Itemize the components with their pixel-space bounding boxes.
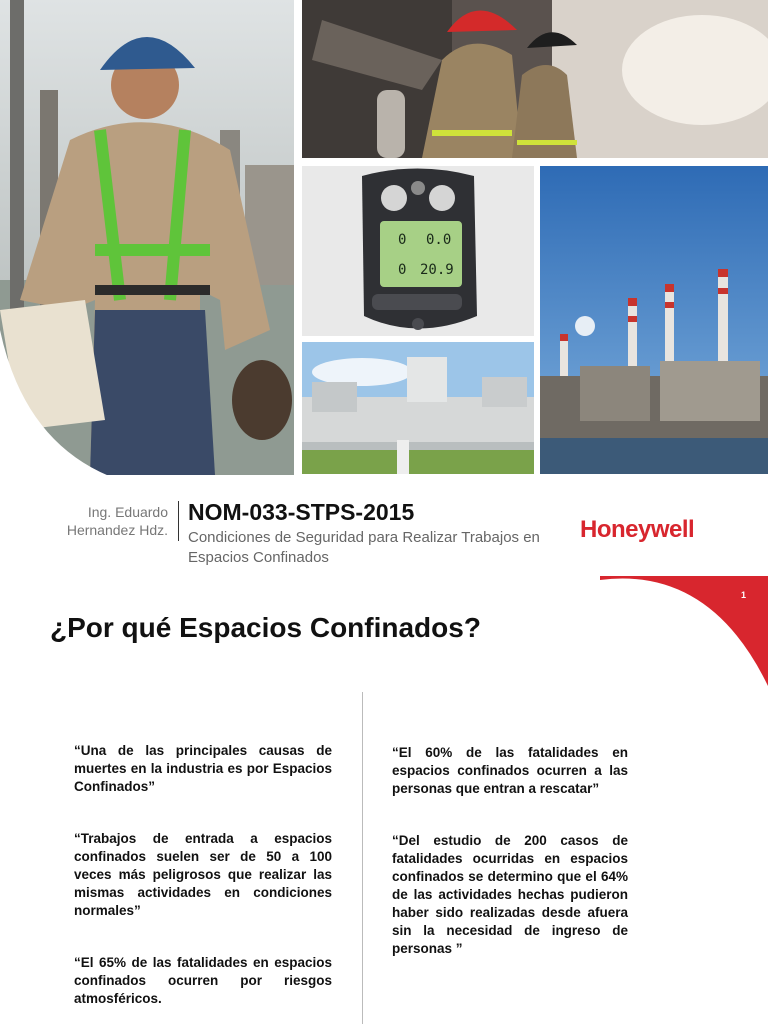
author-line-1: Ing. Eduardo — [87, 504, 168, 520]
subtitle — [188, 528, 588, 568]
photo-gas-detector — [302, 166, 534, 336]
quote-5: “Del estudio de 200 casos de fatalidades ocurridas en espacios confinados se determino que el 64% de las actividades hechas pudieron haber sido realizadas desde afuera sin la necesidad de ingreso de personas ” — [392, 833, 628, 956]
quote-3: “El 65% de las fatalidades en espacios confinados ocurren por riesgos atmosféricos. — [74, 955, 332, 1006]
photo-firefighters — [302, 0, 768, 158]
standard-code: NOM-033-STPS-2015 — [188, 499, 415, 525]
subtitle-line-2: Espacios Confinados — [188, 549, 329, 566]
detector-reading-h2s: 0.0 — [426, 232, 452, 248]
author-line-2: Hernandez Hdz. — [66, 522, 168, 538]
photo-power-plant — [540, 166, 768, 474]
title-block — [188, 498, 588, 568]
column-divider — [362, 692, 363, 1024]
photo-water-treatment — [302, 342, 534, 474]
page-number: 1 — [741, 590, 747, 600]
slide-heading: ¿Por qué Espacios Confinados? — [50, 612, 481, 643]
quote-4: “El 60% de las fatalidades en espacios confinados ocurren a las personas que entran a rescatar” — [392, 745, 628, 796]
left-column — [74, 742, 332, 1008]
detector-reading-o2: 20.9 — [420, 262, 454, 278]
honeywell-logo: Honeywell — [580, 516, 695, 543]
subtitle-line-1: Condiciones de Seguridad para Realizar Trabajos en — [188, 529, 540, 546]
detector-reading-co: 0 — [398, 232, 407, 248]
quote-1: “Una de las principales causas de muertes en la industria es por Espacios Confinados” — [74, 743, 332, 794]
decorative-curve — [0, 330, 160, 490]
quote-2: “Trabajos de entrada a espacios confinados suelen ser de 50 a 100 veces más peligrosos que realizar las mismas actividades en condiciones normales” — [74, 831, 332, 918]
author-name — [30, 503, 168, 539]
header-divider — [178, 501, 179, 541]
right-column — [392, 744, 628, 958]
detector-reading-lel: 0 — [398, 262, 407, 278]
